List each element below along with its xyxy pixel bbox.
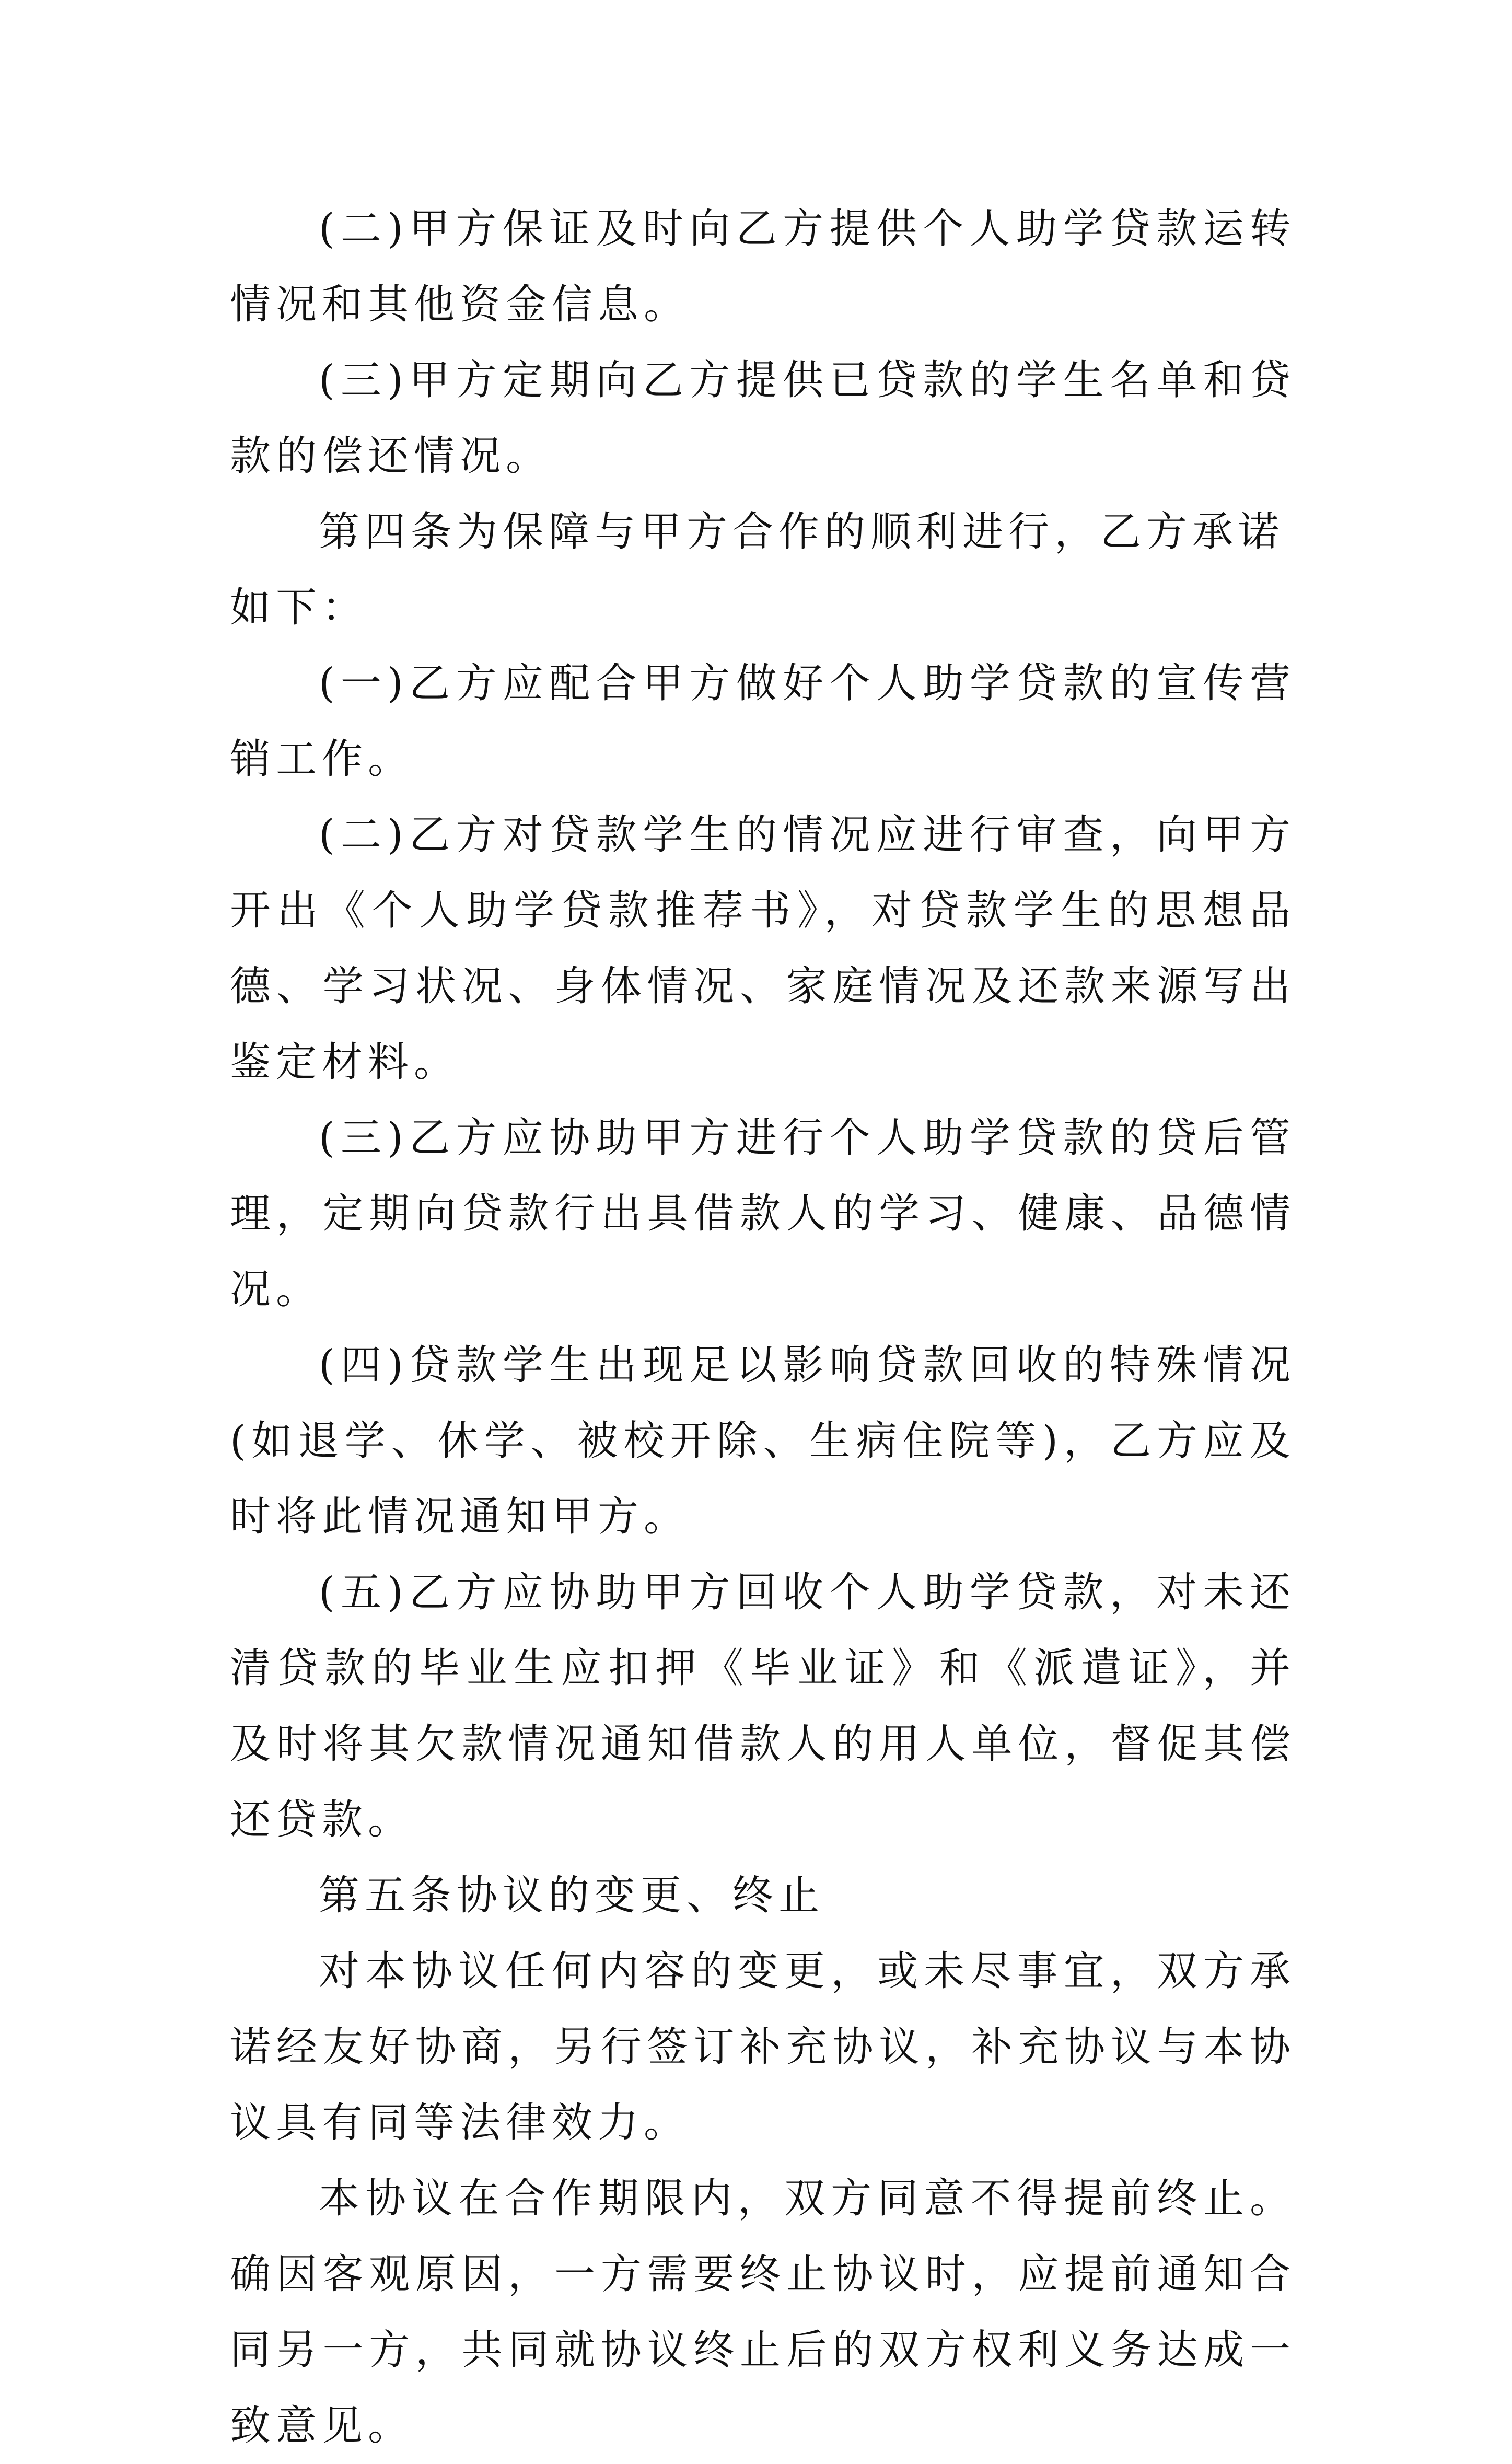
article-4-heading: 第四条为保障与甲方合作的顺利进行，乙方承诺如下： xyxy=(230,508,1285,631)
clause-4-3: (三)乙方应协助甲方进行个人助学贷款的贷后管理，定期向贷款行出具借款人的学习、健康、品德情况。 xyxy=(230,1114,1296,1313)
document-body xyxy=(230,191,1296,2464)
clause-3-3: (三)甲方定期向乙方提供已贷款的学生名单和贷款的偿还情况。 xyxy=(230,357,1296,480)
clause-3-2: (二)甲方保证及时向乙方提供个人助学贷款运转情况和其他资金信息。 xyxy=(230,205,1296,328)
clause-4-1: (一)乙方应配合甲方做好个人助学贷款的宣传营销工作。 xyxy=(230,660,1296,783)
article-5-paragraph-1: 对本协议任何内容的变更，或未尽事宜，双方承诺经友好协商，另行签订补充协议，补充协议与本协议具有同等法律效力。 xyxy=(230,1948,1296,2146)
clause-4-5: (五)乙方应协助甲方回收个人助学贷款，对未还清贷款的毕业生应扣押《毕业证》和《派遣证》，并及时将其欠款情况通知借款人的用人单位，督促其偿还贷款。 xyxy=(230,1569,1296,1843)
article-5-heading: 第五条协议的变更、终止 xyxy=(319,1872,825,1919)
clause-4-2: (二)乙方对贷款学生的情况应进行审查，向甲方开出《个人助学贷款推荐书》，对贷款学生的思想品德、学习状况、身体情况、家庭情况及还款来源写出鉴定材料。 xyxy=(230,811,1296,1086)
clause-4-4: (四)贷款学生出现足以影响贷款回收的特殊情况(如退学、休学、被校开除、生病住院等)，乙方应及时将此情况通知甲方。 xyxy=(230,1342,1296,1540)
article-5-paragraph-2: 本协议在合作期限内，双方同意不得提前终止。确因客观原因，一方需要终止协议时，应提前通知合同另一方，共同就协议终止后的双方权利义务达成一致意见。 xyxy=(230,2175,1296,2449)
